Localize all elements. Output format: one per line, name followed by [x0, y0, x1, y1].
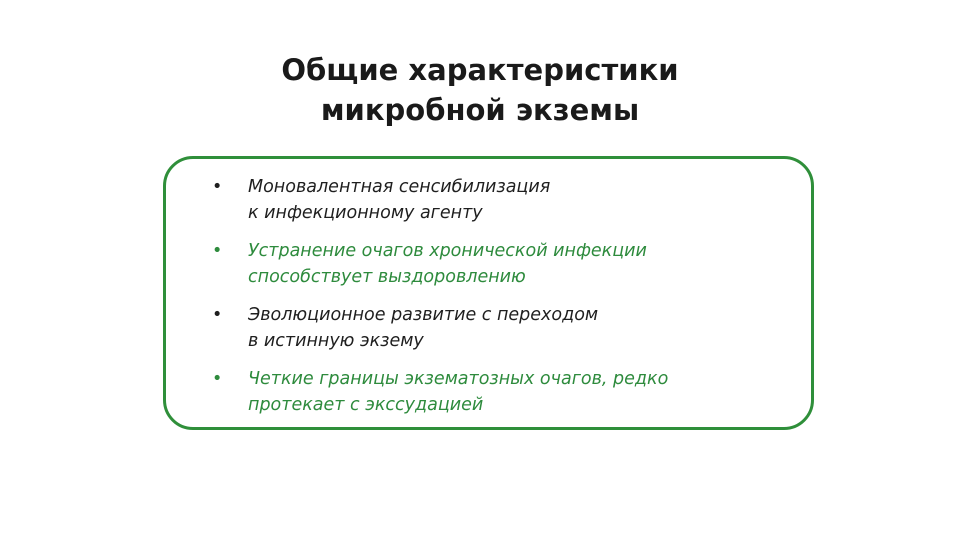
bullet-item-1-line-1: Моновалентная сенсибилизация [248, 177, 551, 197]
bullet-item-2-line-2: способствует выздоровлению [248, 267, 526, 287]
bullet-item-1-line-2: к инфекционному агенту [248, 203, 483, 223]
slide-title-line-1: Общие характеристики [281, 53, 679, 87]
bullet-item-3-line-1: Эволюционное развитие с переходом [248, 305, 599, 325]
bullet-marker: • [212, 177, 223, 197]
bullet-list [212, 174, 792, 430]
bullet-marker: • [212, 369, 223, 389]
bullet-item-3 [212, 302, 792, 354]
bullet-marker: • [212, 241, 223, 261]
slide-title-line-2: микробной экземы [320, 93, 640, 127]
bullet-item-4-line-2: протекает с экссудацией [248, 395, 484, 415]
bullet-marker: • [212, 305, 223, 325]
bullet-item-1 [212, 174, 792, 226]
bullet-item-2 [212, 238, 792, 290]
slide-title [0, 50, 960, 130]
bullet-item-3-line-2: в истинную экзему [248, 331, 424, 351]
bullet-item-4 [212, 366, 792, 418]
bullet-item-4-line-1: Четкие границы экзематозных очагов, редко [248, 369, 669, 389]
bullet-item-2-line-1: Устранение очагов хронической инфекции [248, 241, 647, 261]
